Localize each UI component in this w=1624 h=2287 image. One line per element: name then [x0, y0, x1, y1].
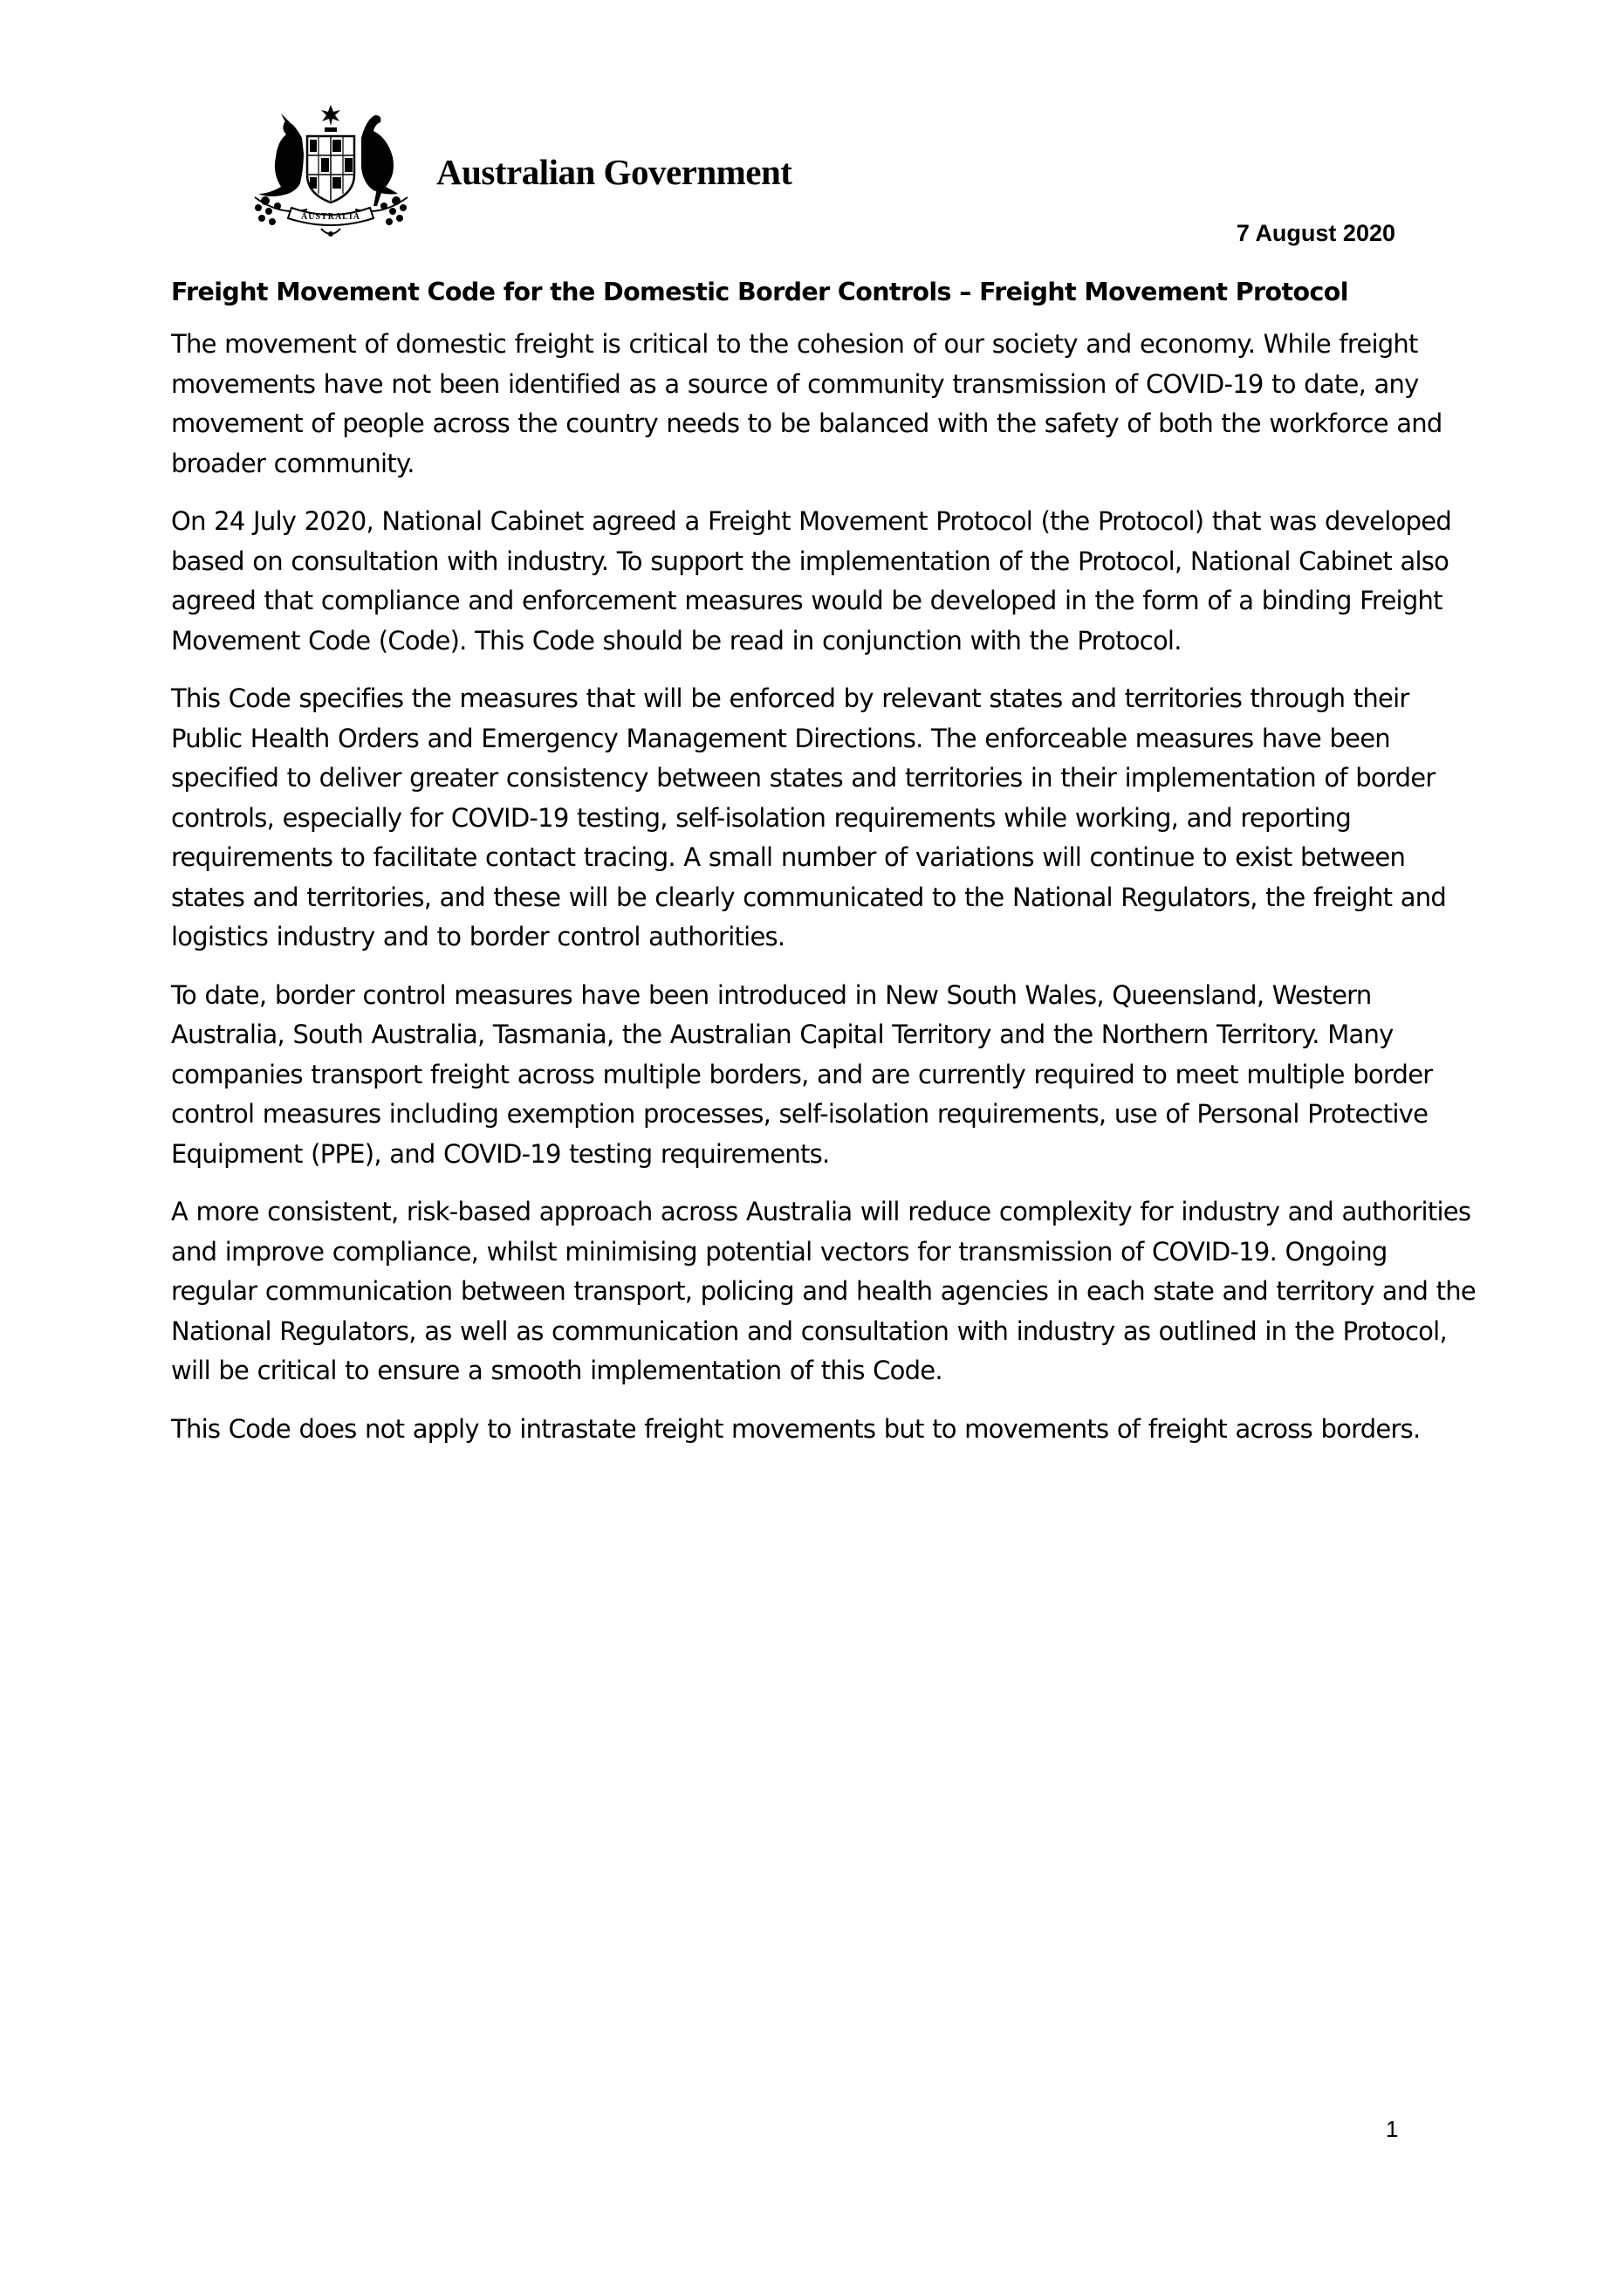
paragraph: To date, border control measures have been introduced in New South Wales, Queensland, Western Australia, South Australia, Tasmania, the Australian Capital Territory and the Northern Territory. Many companies transport freight across multiple borders, and are currently required to meet multiple border control measures including exemption processes, self-isolation requirements, use of Personal Protective Equipment (PPE), and COVID-19 testing requirements.: [171, 979, 1433, 1169]
document-body: [171, 272, 1476, 1467]
svg-text:AUSTRALIA: AUSTRALIA: [301, 212, 360, 222]
paragraph: The movement of domestic freight is critical to the cohesion of our society and economy. While freight movements have not been identified as a source of community transmission of COVID-19 to date, any movement of people across the country needs to be balanced with the safety of both the workforce and broader community.: [171, 329, 1442, 478]
paragraph: A more consistent, risk-based approach across Australia will reduce complexity for industry and authorities and improve compliance, whilst minimising potential vectors for transmission of COVID-19. Ongoing regular communication between transport, policing and health agencies in each state and territory and the National Regulators, as well as communication and consultation with industry as outlined in the Protocol, will be critical to ensure a smooth implementation of this Code.: [171, 1197, 1476, 1385]
coat-of-arms-icon: [246, 103, 416, 243]
paragraph: This Code does not apply to intrastate freight movements but to movements of freight across borders.: [171, 1413, 1421, 1444]
paragraph: This Code specifies the measures that will be enforced by relevant states and territories through their Public Health Orders and Emergency Management Directions. The enforceable measures have been specified to deliver greater consistency between states and territories in their implementation of border controls, especially for COVID-19 testing, self-isolation requirements while working, and reporting requirements to facilitate contact tracing. A small number of variations will continue to exist between states and territories, and these will be clearly communicated to the National Regulators, the freight and logistics industry and to border control authorities.: [171, 683, 1447, 951]
page-header: [246, 103, 805, 243]
document-date: 7 August 2020: [1236, 220, 1395, 246]
page-number: 1: [1386, 2116, 1399, 2142]
agency-name: Australian Government: [436, 152, 792, 192]
document-title: Freight Movement Code for the Domestic Border Controls – Freight Movement Protocol: [171, 278, 1348, 306]
paragraph: On 24 July 2020, National Cabinet agreed a Freight Movement Protocol (the Protocol) that was developed based on consultation with industry. To support the implementation of the Protocol, National Cabinet also agreed that compliance and enforcement measures would be developed in the form of a binding Freight Movement Code (Code). This Code should be read in conjunction with the Protocol.: [171, 506, 1451, 656]
